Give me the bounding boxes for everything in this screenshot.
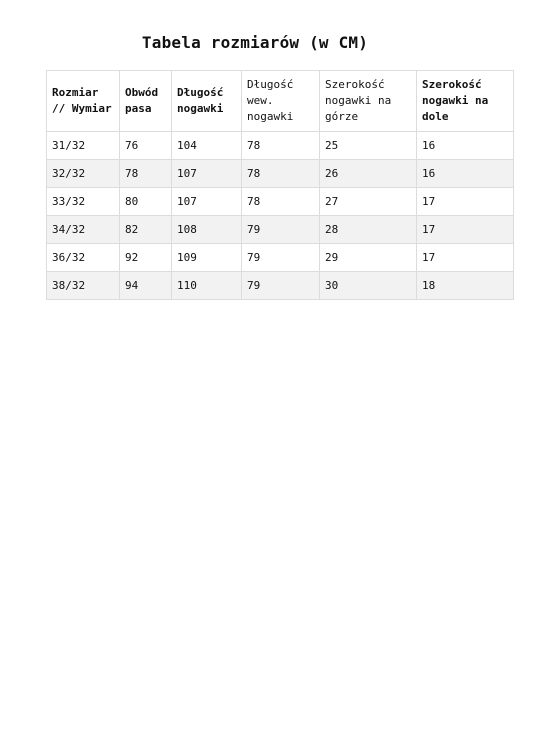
- cell-leg-width-top: 30: [320, 272, 417, 300]
- cell-leg-width-bottom: 17: [417, 216, 514, 244]
- cell-leg-width-bottom: 16: [417, 160, 514, 188]
- cell-inseam: 78: [242, 160, 320, 188]
- cell-leg-length: 107: [172, 160, 242, 188]
- cell-leg-width-bottom: 17: [417, 188, 514, 216]
- column-header-waist: Obwód pasa: [120, 71, 172, 132]
- cell-size: 33/32: [47, 188, 120, 216]
- cell-waist: 78: [120, 160, 172, 188]
- column-header-size: Rozmiar // Wymiar: [47, 71, 120, 132]
- table-row: [47, 188, 514, 216]
- cell-leg-length: 104: [172, 132, 242, 160]
- table-row: [47, 244, 514, 272]
- cell-leg-width-top: 26: [320, 160, 417, 188]
- cell-leg-width-top: 27: [320, 188, 417, 216]
- column-header-leg-width-bottom: Szerokość nogawki na dole: [417, 71, 514, 132]
- cell-waist: 82: [120, 216, 172, 244]
- cell-leg-length: 107: [172, 188, 242, 216]
- cell-leg-width-bottom: 16: [417, 132, 514, 160]
- cell-size: 38/32: [47, 272, 120, 300]
- column-header-leg-length: Długość nogawki: [172, 71, 242, 132]
- table-row: [47, 216, 514, 244]
- column-header-inseam: Długość wew. nogawki: [242, 71, 320, 132]
- cell-size: 32/32: [47, 160, 120, 188]
- page-title: Tabela rozmiarów (w CM): [141, 33, 369, 52]
- cell-waist: 80: [120, 188, 172, 216]
- cell-waist: 94: [120, 272, 172, 300]
- table-row: [47, 160, 514, 188]
- cell-size: 34/32: [47, 216, 120, 244]
- cell-inseam: 78: [242, 132, 320, 160]
- cell-size: 36/32: [47, 244, 120, 272]
- cell-leg-length: 109: [172, 244, 242, 272]
- cell-waist: 92: [120, 244, 172, 272]
- cell-inseam: 78: [242, 188, 320, 216]
- cell-leg-width-bottom: 18: [417, 272, 514, 300]
- cell-leg-length: 110: [172, 272, 242, 300]
- cell-leg-width-top: 28: [320, 216, 417, 244]
- cell-inseam: 79: [242, 244, 320, 272]
- cell-inseam: 79: [242, 216, 320, 244]
- cell-inseam: 79: [242, 272, 320, 300]
- column-header-leg-width-top: Szerokość nogawki na górze: [320, 71, 417, 132]
- table-row: [47, 272, 514, 300]
- cell-leg-width-top: 25: [320, 132, 417, 160]
- table-header-row: [47, 71, 514, 132]
- table-row: [47, 132, 514, 160]
- cell-leg-width-top: 29: [320, 244, 417, 272]
- cell-waist: 76: [120, 132, 172, 160]
- cell-leg-length: 108: [172, 216, 242, 244]
- cell-size: 31/32: [47, 132, 120, 160]
- cell-leg-width-bottom: 17: [417, 244, 514, 272]
- size-chart-table: [46, 70, 514, 300]
